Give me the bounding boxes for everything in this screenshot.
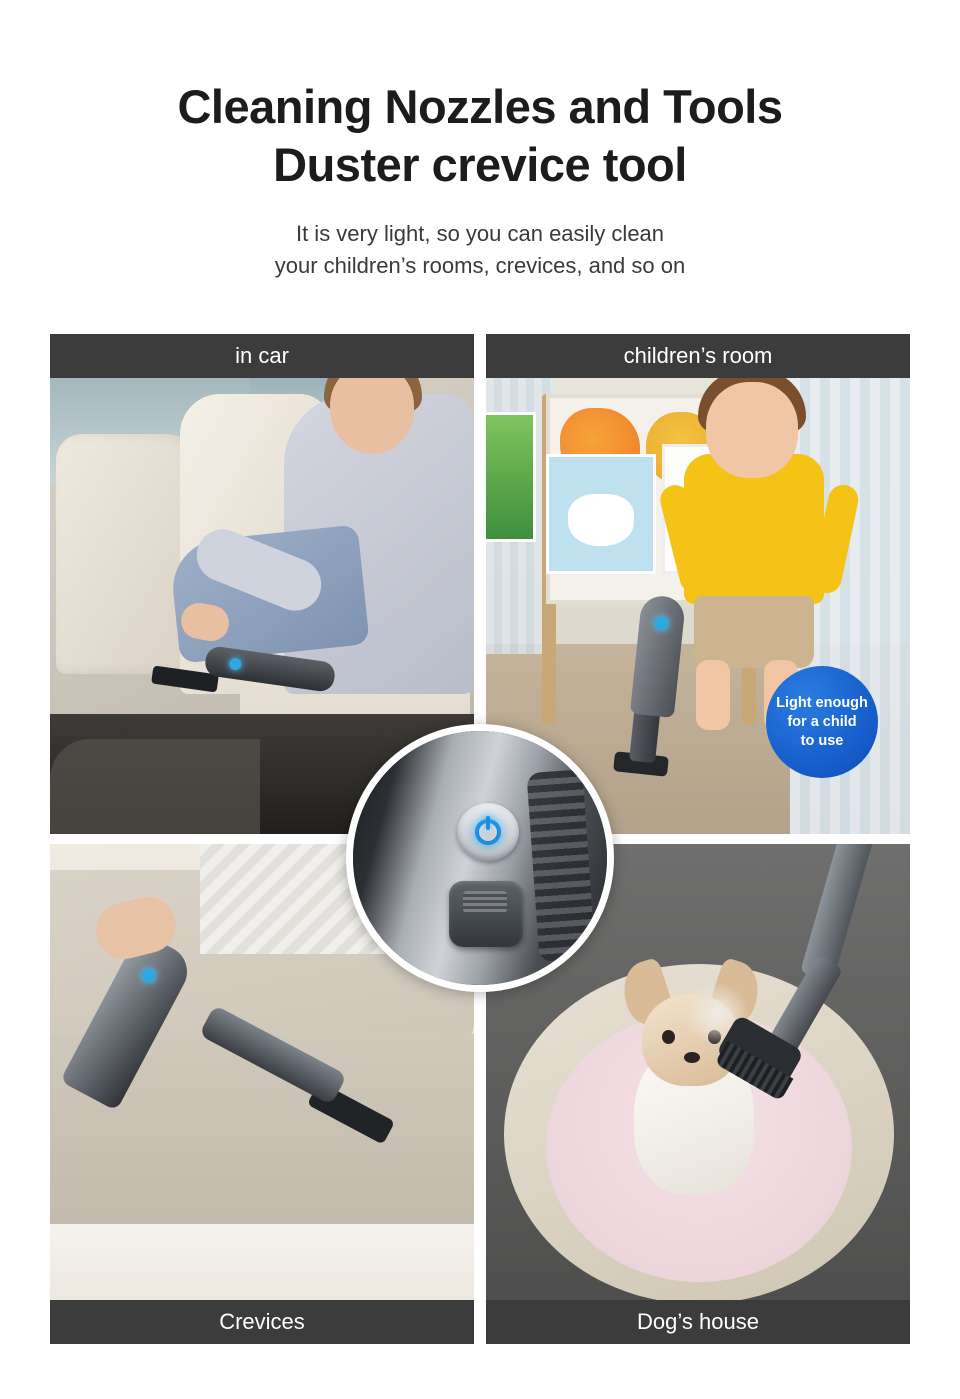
power-slider-icon[interactable] xyxy=(449,881,523,947)
badge-line-1: Light enough xyxy=(776,694,868,711)
power-button-icon[interactable] xyxy=(457,803,519,861)
scenario-caption-in-car: in car xyxy=(50,334,474,378)
scenario-caption-crevices: Crevices xyxy=(50,1300,474,1344)
page-title-line-2: Duster crevice tool xyxy=(273,138,687,191)
page-subtitle xyxy=(0,218,960,282)
badge-line-2: for a child xyxy=(787,713,857,730)
scenario-caption-dogs-house: Dog’s house xyxy=(486,1300,910,1344)
page-subtitle-line-1: It is very light, so you can easily clean xyxy=(295,221,665,246)
page-title-line-1: Cleaning Nozzles and Tools xyxy=(177,80,783,133)
badge-line-3: to use xyxy=(800,732,844,749)
scenario-caption-childrens-room: children’s room xyxy=(486,334,910,378)
status-badge-light-enough xyxy=(766,666,878,778)
page-subtitle-line-2: your children’s rooms, crevices, and so on xyxy=(274,253,686,278)
control-closeup-inset xyxy=(346,724,614,992)
page-header xyxy=(0,0,960,282)
